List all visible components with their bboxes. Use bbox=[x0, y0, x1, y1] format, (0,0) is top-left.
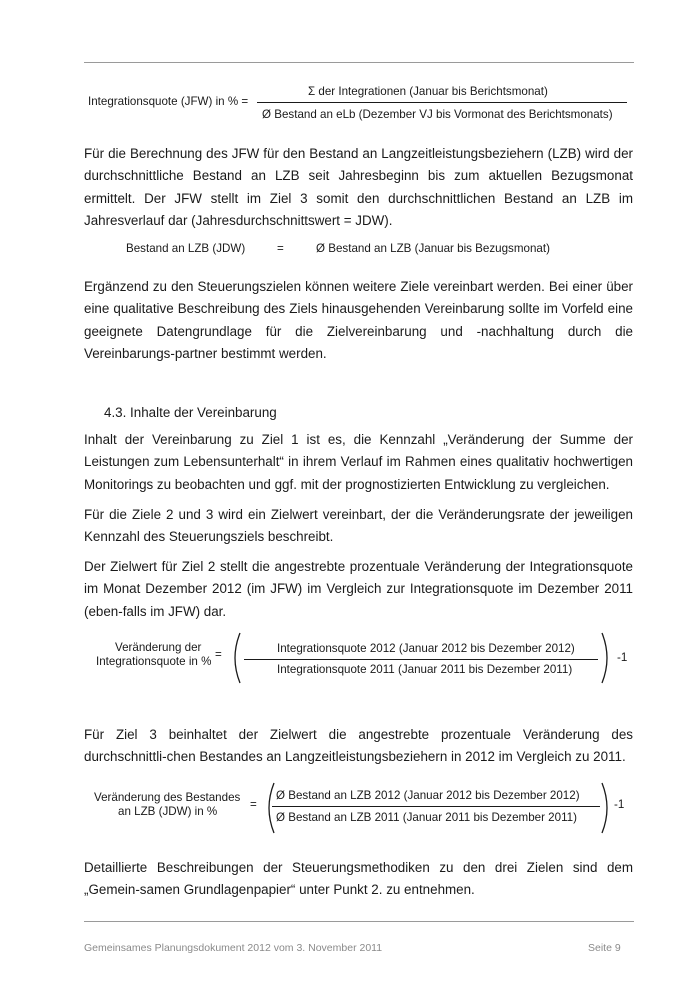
formula-label: Integrationsquote (JFW) in % = bbox=[88, 95, 249, 108]
formula-equals: = bbox=[215, 648, 222, 661]
fraction-line bbox=[244, 659, 598, 660]
formula-label-line2: an LZB (JDW) in % bbox=[118, 805, 218, 818]
formula-equals: = bbox=[277, 242, 284, 255]
formula-numerator: Integrationsquote 2012 (Januar 2012 bis Dezember 2012) bbox=[277, 642, 575, 655]
paragraph-ziele-2-3: Für die Ziele 2 und 3 wird ein Zielwert vereinbart, der die Veränderungsrate der jeweiligen Kennzahl des Steuerungsziels beschreibt. bbox=[84, 507, 633, 545]
right-parenthesis bbox=[600, 782, 614, 834]
formula-rhs: Ø Bestand an LZB (Januar bis Bezugsmonat) bbox=[316, 242, 550, 255]
paragraph-ergaenzend: Ergänzend zu den Steuerungszielen können weitere Ziele vereinbart werden. Bei einer über eine qualitative Beschreibung des Ziels hinausgehenden Vereinbarung sollte im Vorfeld eine geeignete Datengrundlage für die Zielvereinbarung und -nachhaltung durch die Vereinbarungs-partner bestimmt werden. bbox=[84, 279, 633, 361]
left-parenthesis bbox=[262, 782, 276, 834]
right-parenthesis bbox=[600, 632, 614, 684]
left-parenthesis bbox=[228, 632, 242, 684]
header-rule bbox=[84, 62, 634, 63]
paragraph-ziel-1: Inhalt der Vereinbarung zu Ziel 1 ist es, die Kennzahl „Veränderung der Summe der Leistungen zum Lebensunterhalt“ in ihrem Verlauf im Rahmen eines qualitativ hochwertigen Monitorings zu beobachten und ggf. mit der prognostizierten Entwicklung zu vergleichen. bbox=[84, 432, 633, 492]
formula-numerator: Σ der Integrationen (Januar bis Berichtsmonat) bbox=[308, 85, 548, 98]
footer-rule bbox=[84, 921, 634, 922]
fraction-line bbox=[257, 102, 627, 103]
footer-document-title: Gemeinsames Planungsdokument 2012 vom 3. November 2011 bbox=[84, 942, 383, 954]
formula-label-line1: Veränderung des Bestandes bbox=[94, 791, 241, 804]
formula-denominator: Ø Bestand an eLb (Dezember VJ bis Vormonat des Berichtsmonats) bbox=[262, 108, 613, 121]
paragraph-jfw-lzb: Für die Berechnung des JFW für den Bestand an Langzeitleistungsbeziehern (LZB) wird der durchschnittliche Bestand an LZB seit Jahresbeginn bis zum aktuellen Bezugsmonat ermittelt. Der JFW stellt im Ziel 3 somit den durchschnittlichen Bestand an LZB im Jahresverlauf dar (Jahresdurchschnittswert = JDW). bbox=[84, 146, 633, 228]
formula-label-line2: Integrationsquote in % bbox=[96, 655, 212, 668]
paragraph-ziel-2: Der Zielwert für Ziel 2 stellt die angestrebte prozentuale Veränderung der Integrationsquote im Monat Dezember 2012 (im JFW) im Vergleich zur Integrationsquote im Dezember 2011 (eben-falls im JFW) dar. bbox=[84, 559, 633, 619]
formula-label-line1: Veränderung der bbox=[115, 641, 202, 654]
formula-equals: = bbox=[250, 798, 257, 811]
footer-page-number: Seite 9 bbox=[588, 942, 621, 954]
formula-denominator: Ø Bestand an LZB 2011 (Januar 2011 bis Dezember 2011) bbox=[276, 811, 577, 824]
section-heading: 4.3. Inhalte der Vereinbarung bbox=[104, 405, 277, 420]
formula-minus-one: -1 bbox=[617, 651, 628, 664]
fraction-line bbox=[272, 806, 600, 807]
formula-numerator: Ø Bestand an LZB 2012 (Januar 2012 bis Dezember 2012) bbox=[276, 789, 580, 802]
formula-minus-one: -1 bbox=[614, 798, 625, 811]
paragraph-ziel-3: Für Ziel 3 beinhaltet der Zielwert die angestrebte prozentuale Veränderung des durchschnittli-chen Bestandes an Langzeitleistungsbeziehern in 2012 im Vergleich zu 2011. bbox=[84, 727, 633, 765]
formula-label: Bestand an LZB (JDW) bbox=[126, 242, 246, 255]
paragraph-detail: Detaillierte Beschreibungen der Steuerungsmethodiken zu den drei Zielen sind dem „Gemein-samen Grundlagenpapier“ unter Punkt 2. zu entnehmen. bbox=[84, 860, 633, 898]
formula-denominator: Integrationsquote 2011 (Januar 2011 bis Dezember 2011) bbox=[277, 663, 573, 676]
